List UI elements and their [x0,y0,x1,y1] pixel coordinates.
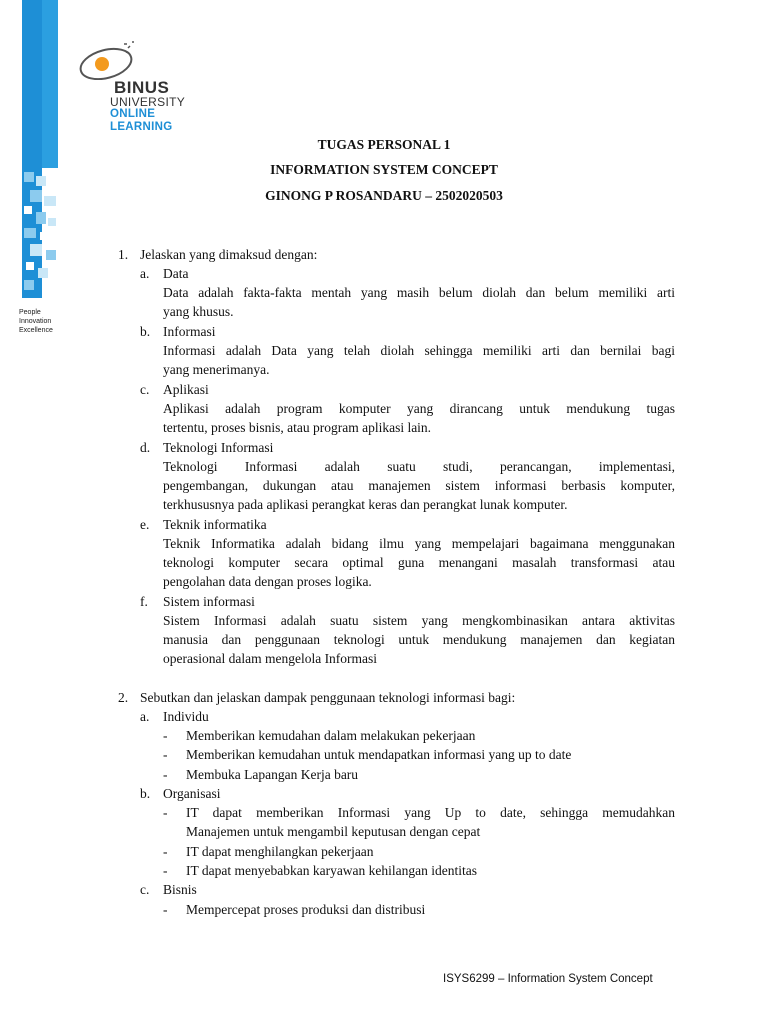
q2-b-mark: b. [140,786,151,801]
q1-number: 1. [118,247,129,262]
q2-number: 2. [118,690,129,705]
q1-a-line2: yang khusus. [163,304,234,319]
brand-university: UNIVERSITY [110,95,186,109]
brand-strip [0,0,58,298]
student-name: GINONG P ROSANDARU – 2502020503 [265,188,503,203]
q2-a-item2: Memberikan kemudahan untuk mendapatkan informasi yang up to date [186,747,572,762]
q2-b-title: Organisasi [163,786,221,801]
q1-text: Jelaskan yang dimaksud dengan: [140,247,318,262]
q2-a-item3: Membuka Lapangan Kerja baru [186,767,359,782]
brand-tagline: People Innovation Excellence [19,309,53,334]
q1-c-line1: Aplikasi adalah program komputer yang dirancang untuk mendukung tugas [163,401,675,416]
bullet-dash: - [163,863,168,878]
q1-e-line1: Teknik Informatika adalah bidang ilmu yang mempelajari bagaimana menggunakan [163,536,675,551]
q2-b-item3: IT dapat menyebabkan karyawan kehilangan identitas [186,863,478,878]
q1-f-mark: f. [140,594,148,609]
q1-f-line1: Sistem Informasi adalah suatu sistem yang mengkombinasikan antara aktivitas [163,613,675,628]
q2-b-item2: IT dapat menghilangkan pekerjaan [186,844,374,859]
q2-c-item1: Mempercepat proses produksi dan distribusi [186,902,426,917]
q1-d-line3: terkhususnya pada aplikasi perangkat keras dan perangkat lunak komputer. [163,497,568,512]
q1-e-line3: pengolahan data dengan proses logika. [163,574,372,589]
q1-f-line2: manusia dan penggunaan teknologi untuk mendukung manajemen dan kegiatan [163,632,675,647]
page-footer: ISYS6299 – Information System Concept [443,973,653,985]
brand-name: BINUS [114,78,170,97]
q2-b-item1-line2: Manajemen untuk mengambil keputusan dengan cepat [186,824,481,839]
bullet-dash: - [163,805,168,820]
q1-e-mark: e. [140,517,150,532]
q1-d-title: Teknologi Informasi [163,440,274,455]
q1-e-line2: teknologi komputer secara optimal guna menangani masalah transformasi atau [163,555,675,570]
q2-text: Sebutkan dan jelaskan dampak penggunaan teknologi informasi bagi: [140,690,516,705]
q1-b-mark: b. [140,324,151,339]
bullet-dash: - [163,747,168,762]
q2-c-title: Bisnis [163,882,197,897]
q1-d-mark: d. [140,440,151,455]
q1-c-line2: tertentu, proses bisnis, atau program aplikasi lain. [163,420,432,435]
q1-c-mark: c. [140,382,150,397]
q1-b-title: Informasi [163,324,216,339]
q1-f-line3: operasional dalam mengelola Informasi [163,651,378,666]
q2-a-title: Individu [163,709,209,724]
q2-a-mark: a. [140,709,150,724]
bullet-dash: - [163,902,168,917]
q1-f-title: Sistem informasi [163,594,255,609]
q2-a-item1: Memberikan kemudahan dalam melakukan pekerjaan [186,728,476,743]
q2-b-item1-line1: IT dapat memberikan Informasi yang Up to date, sehingga memudahkan [186,805,675,820]
q1-a-title: Data [163,266,189,281]
q1-d-line2: pengembangan, dukungan atau manajemen sistem informasi berbasis komputer, [163,478,675,493]
q1-c-title: Aplikasi [163,382,209,397]
q1-e-title: Teknik informatika [163,517,267,532]
binus-logo [76,38,216,138]
q1-b-line1: Informasi adalah Data yang telah diolah sehingga memiliki arti dan bernilai bagi [163,343,675,358]
q1-a-mark: a. [140,266,150,281]
brand-learning: LEARNING [110,121,173,133]
q1-a-line1: Data adalah fakta-fakta mentah yang masih belum diolah dan belum memiliki arti [163,285,675,300]
logo-orbit-icon [76,38,156,80]
bullet-dash: - [163,844,168,859]
doc-title: TUGAS PERSONAL 1 [317,137,451,152]
q1-d-line1: Teknologi Informasi adalah suatu studi, perancangan, implementasi, [163,459,675,474]
q2-c-mark: c. [140,882,150,897]
bullet-dash: - [163,728,168,743]
brand-online: ONLINE [110,108,156,120]
course-title: INFORMATION SYSTEM CONCEPT [270,162,498,177]
bullet-dash: - [163,767,168,782]
q1-b-line2: yang menerimanya. [163,362,270,377]
